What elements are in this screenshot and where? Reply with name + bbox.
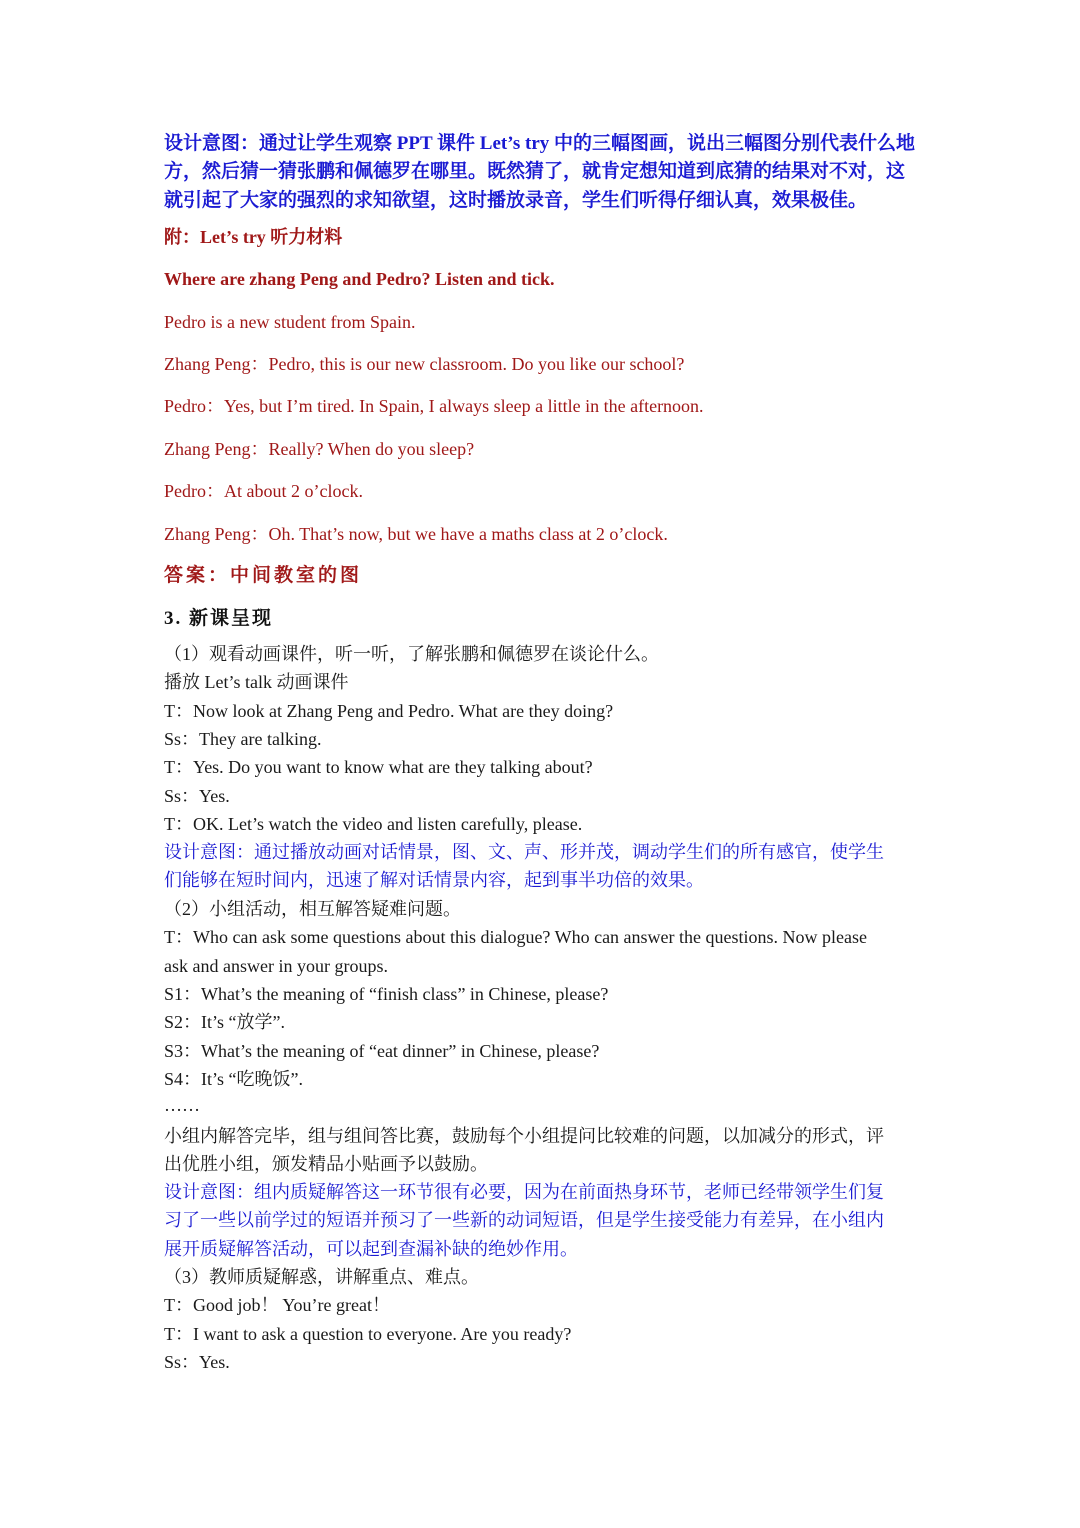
teacher-dialogue-3: Ss：Yes. (164, 1352, 230, 1372)
dialogue-line-4: Zhang Peng：Really? When do you sleep? (164, 439, 475, 459)
dialogue-line-5: Pedro：At about 2 o’clock. (164, 481, 363, 501)
design-intent-3-line-1: 设计意图：组内质疑解答这一环节很有必要，因为在前面热身环节，老师已经带领学生们复 (164, 1182, 884, 1202)
class-dialogue-5: T：OK. Let’s watch the video and listen carefully, please. (164, 814, 583, 834)
dialogue-line-2: Zhang Peng：Pedro, this is our new classroom. Do you like our school? (164, 354, 685, 374)
dialogue-line-1: Pedro is a new student from Spain. (164, 312, 416, 332)
step-2-heading: （2）小组活动，相互解答疑难问题。 (164, 899, 461, 919)
competition-line-1: 小组内解答完毕，组与组间答比赛，鼓励每个小组提问比较难的问题，以加减分的形式，评 (164, 1126, 884, 1146)
design-intent-3-line-2: 习了一些以前学过的短语并预习了一些新的动词短语，但是学生接受能力有差异，在小组内 (164, 1210, 884, 1230)
step-3-heading: （3）教师质疑解惑，讲解重点、难点。 (164, 1267, 479, 1287)
group-dialogue-4: S3：What’s the meaning of “eat dinner” in Chinese, please? (164, 1041, 600, 1061)
design-intent-1-line-1: 设计意图：通过让学生观察 PPT 课件 Let’s try 中的三幅图画，说出三幅图分别代表什么地 (164, 133, 916, 154)
competition-line-2: 出优胜小组，颁发精品小贴画予以鼓励。 (164, 1154, 488, 1174)
design-intent-1-line-3: 就引起了大家的强烈的求知欲望，这时播放录音，学生们听得仔细认真，效果极佳。 (164, 190, 868, 211)
design-intent-1-line-2: 方，然后猜一猜张鹏和佩德罗在哪里。既然猜了，就肯定想知道到底猜的结果对不对，这 (164, 161, 906, 182)
class-dialogue-4: Ss：Yes. (164, 786, 230, 806)
design-intent-3-line-3: 展开质疑解答活动，可以起到查漏补缺的绝妙作用。 (164, 1239, 578, 1259)
dialogue-line-3: Pedro：Yes, but I’m tired. In Spain, I always sleep a little in the afternoon. (164, 396, 704, 416)
group-dialogue-1: T：Who can ask some questions about this dialogue? Who can answer the questions. Now please (164, 927, 868, 947)
group-dialogue-2: S1：What’s the meaning of “finish class” in Chinese, please? (164, 984, 609, 1004)
appendix-heading: 附：Let’s try 听力材料 (164, 227, 343, 247)
design-intent-2-line-1: 设计意图：通过播放动画对话情景，图、文、声、形并茂，调动学生们的所有感官，使学生 (164, 842, 884, 862)
class-dialogue-1: T：Now look at Zhang Peng and Pedro. What are they doing? (164, 701, 614, 721)
section-heading: 3. 新课呈现 (164, 608, 274, 629)
step-1-play: 播放 Let’s talk 动画课件 (164, 672, 349, 692)
class-dialogue-2: Ss：They are talking. (164, 729, 322, 749)
group-dialogue-5: S4：It’s “吃晚饭”. (164, 1069, 303, 1089)
listening-instruction: Where are zhang Peng and Pedro? Listen and tick. (164, 269, 555, 289)
design-intent-2-line-2: 们能够在短时间内，迅速了解对话情景内容，起到事半功倍的效果。 (164, 870, 704, 890)
class-dialogue-3: T：Yes. Do you want to know what are they talking about? (164, 757, 593, 777)
group-dialogue-3: S2：It’s “放学”. (164, 1012, 285, 1032)
group-dialogue-1-cont: ask and answer in your groups. (164, 956, 388, 976)
dialogue-line-6: Zhang Peng：Oh. That’s now, but we have a maths class at 2 o’clock. (164, 524, 668, 544)
ellipsis-line: …… (164, 1095, 200, 1115)
teacher-dialogue-2: T：I want to ask a question to everyone. Are you ready? (164, 1324, 572, 1344)
teacher-dialogue-1: T：Good job！ You’re great！ (164, 1295, 390, 1315)
step-1-heading: （1）观看动画课件，听一听，了解张鹏和佩德罗在谈论什么。 (164, 644, 659, 664)
answer-line: 答案：中间教室的图 (164, 565, 363, 586)
